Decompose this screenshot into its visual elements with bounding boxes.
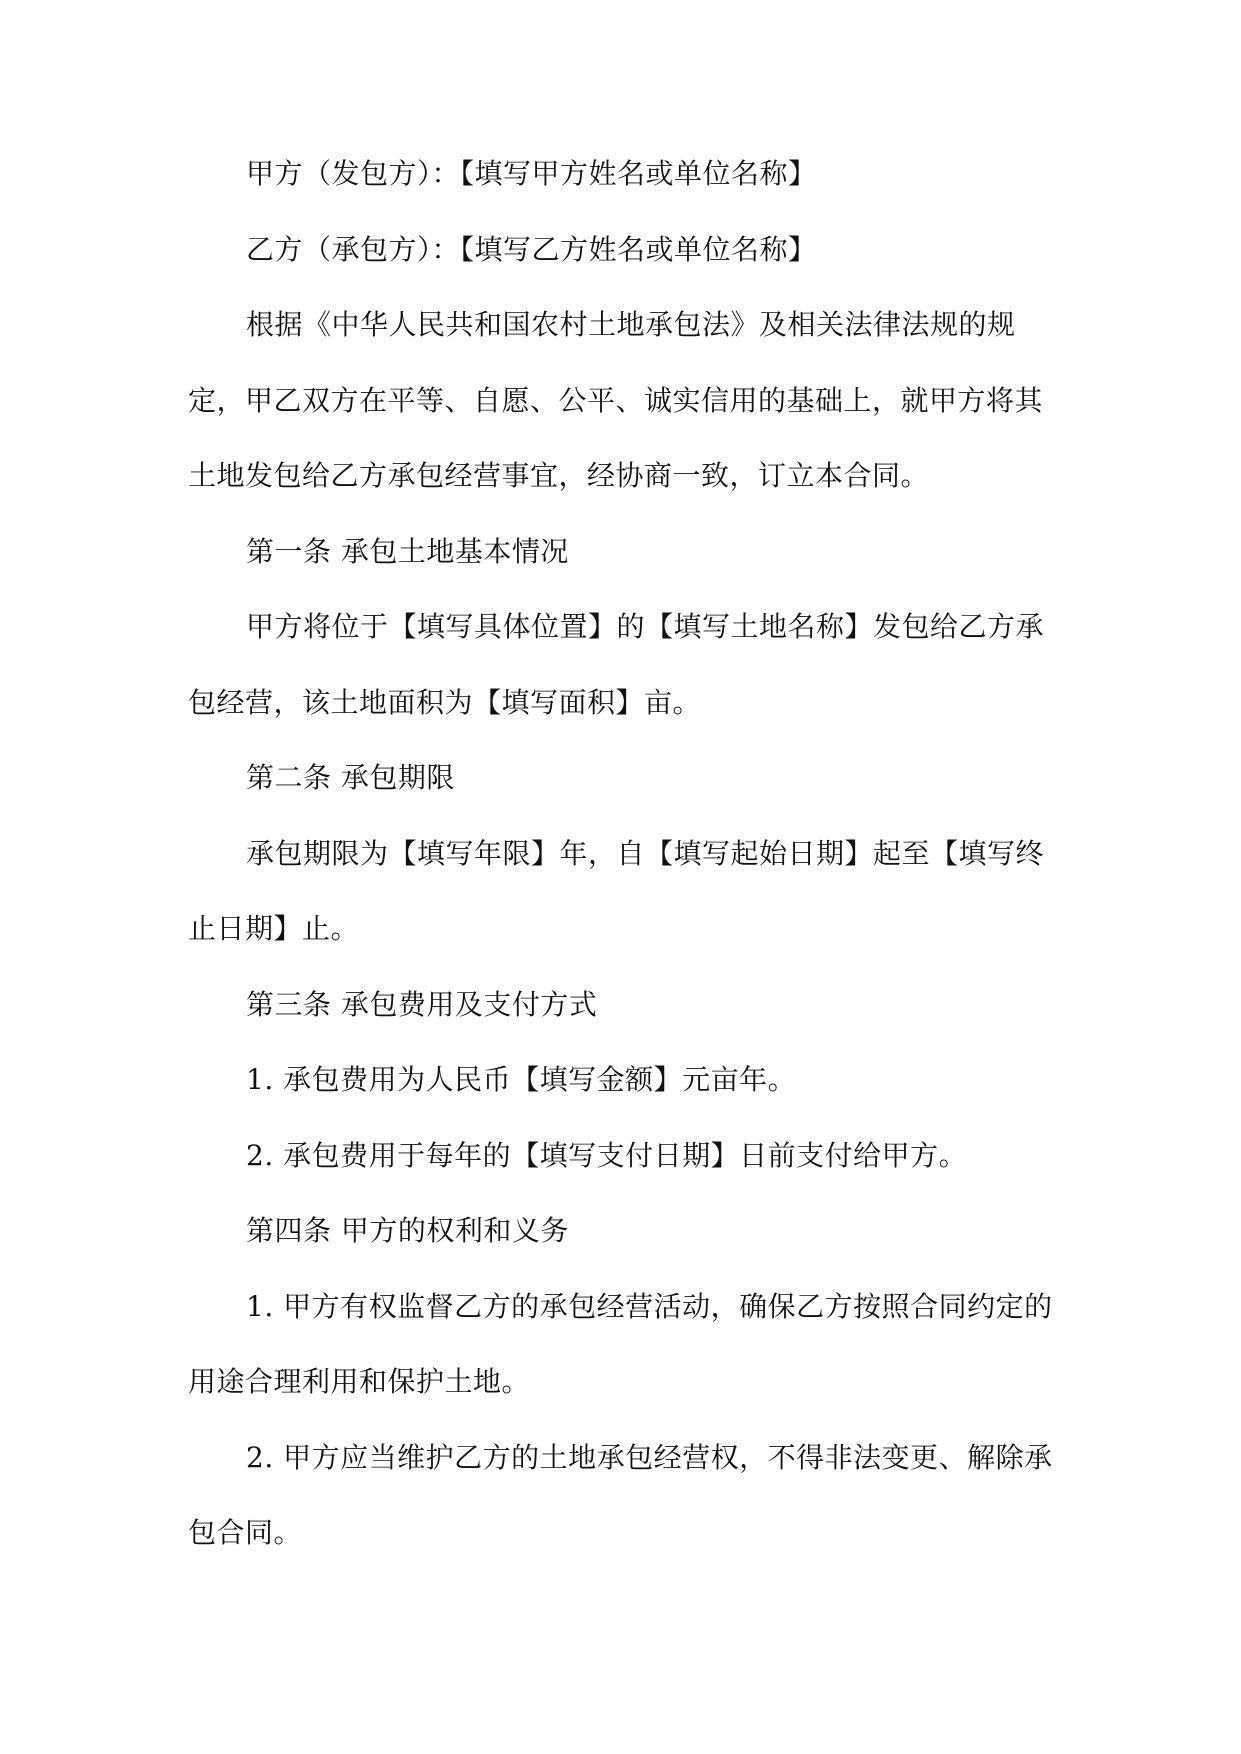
document-body [188,136,1060,1571]
article-4-item-1: 1. 甲方有权监督乙方的承包经营活动，确保乙方按照合同约定的用途合理利用和保护土地。 [188,1289,1053,1398]
article-1-heading: 第一条 承包土地基本情况 [246,534,569,568]
article-1-body: 甲方将位于【填写具体位置】的【填写土地名称】发包给乙方承包经营，该土地面积为【填写面积】亩。 [188,610,1045,719]
article-4-heading: 第四条 甲方的权利和义务 [246,1214,569,1247]
article-3-heading: 第三条 承包费用及支付方式 [246,987,598,1021]
preamble-paragraph: 根据《中华人民共和国农村土地承包法》及相关法律法规的规定，甲乙双方在平等、自愿、公平、诚实信用的基础上，就甲方将其土地发包给乙方承包经营事宜，经协商一致，订立本合同。 [188,308,1044,492]
article-3-item-1: 1. 承包费用为人民币【填写金额】元亩年。 [246,1063,797,1096]
article-2-body: 承包期限为【填写年限】年，自【填写起始日期】起至【填写终止日期】止。 [188,836,1045,945]
article-4-item-2: 2. 甲方应当维护乙方的土地承包经营权，不得非法变更、解除承包合同。 [188,1440,1053,1549]
party-b-line: 乙方（承包方）：【填写乙方姓名或单位名称】 [246,232,817,266]
article-2-heading: 第二条 承包期限 [246,761,455,794]
article-3-item-2: 2. 承包费用于每年的【填写支付日期】日前支付给甲方。 [246,1138,968,1172]
party-a-line: 甲方（发包方）：【填写甲方姓名或单位名称】 [246,157,817,190]
